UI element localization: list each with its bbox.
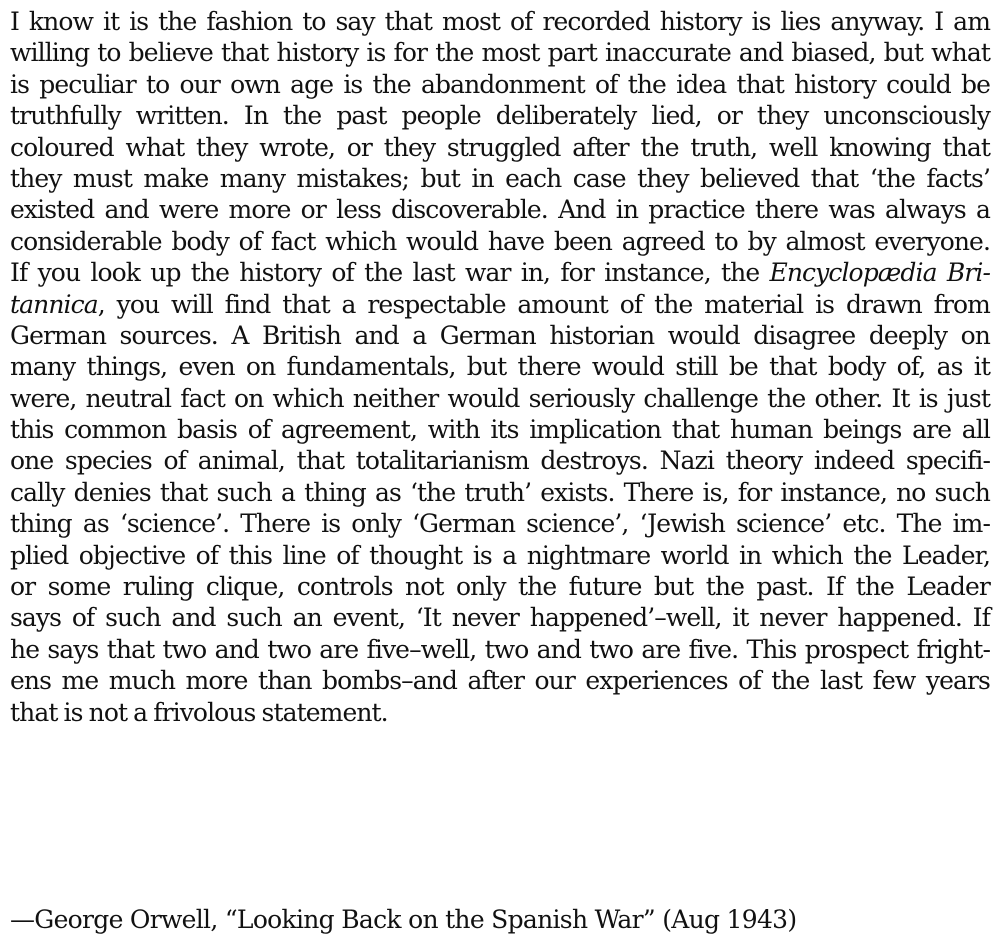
quote-line: says of such and such an event, ‘It never happened’–well, it never happened. If <box>10 603 990 633</box>
quote-line: he says that two and two are five–well, two and two are five. This prospect fright- <box>10 634 990 664</box>
quote-line: I know it is the fashion to say that most of recorded history is lies anyway. I am <box>10 7 990 36</box>
book-title-italic: tannica <box>10 289 98 319</box>
quote-line: considerable body of fact which would have been agreed to by almost everyone. <box>10 226 990 256</box>
quote-line: existed and were more or less discoverable. And in practice there was always a <box>10 195 990 225</box>
quote-line: is peculiar to our own age is the abandonment of the idea that history could be <box>10 69 990 99</box>
quote-line: that is not a frivolous statement. <box>10 697 388 727</box>
quote-line: were, neutral fact on which neither would seriously challenge the other. It is just <box>10 383 990 413</box>
quote-line: German sources. A British and a German historian would disagree deeply on <box>10 320 990 350</box>
attribution: —George Orwell, “Looking Back on the Spanish War” (Aug 1943) <box>10 905 797 934</box>
quote-line: willing to believe that history is for the most part inaccurate and biased, but what <box>10 38 990 68</box>
quote-line: one species of animal, that totalitarianism destroys. Nazi theory indeed specifi- <box>10 446 990 476</box>
quote-line: cally denies that such a thing as ‘the truth’ exists. There is, for instance, no such <box>10 477 990 507</box>
quote-line: thing as ‘science’. There is only ‘German science’, ‘Jewish science’ etc. The im- <box>10 509 990 539</box>
quote-line <box>10 289 990 320</box>
quote-line: they must make many mistakes; but in each case they believed that ‘the facts’ <box>10 163 990 193</box>
quote-line: many things, even on fundamentals, but there would still be that body of, as it <box>10 352 990 382</box>
quote-paragraph <box>10 6 990 728</box>
quote-text: If you look up the history of the last war in, for instance, the <box>10 258 770 288</box>
quote-line: this common basis of agreement, with its implication that human beings are all <box>10 415 990 445</box>
quote-line: ens me much more than bombs–and after our experiences of the last few years <box>10 666 990 696</box>
quote-line: truthfully written. In the past people deliberately lied, or they unconsciously <box>10 101 990 131</box>
book-title-italic: Encyclopædia Bri- <box>769 258 991 288</box>
quote-line: or some ruling clique, controls not only the future but the past. If the Leader <box>10 572 990 602</box>
quote-line <box>10 257 990 288</box>
quote-line: plied objective of this line of thought is a nightmare world in which the Leader, <box>10 540 990 570</box>
quote-line: coloured what they wrote, or they struggled after the truth, well knowing that <box>10 132 990 162</box>
quote-text: , you will find that a respectable amount of the material is drawn from <box>97 289 990 319</box>
